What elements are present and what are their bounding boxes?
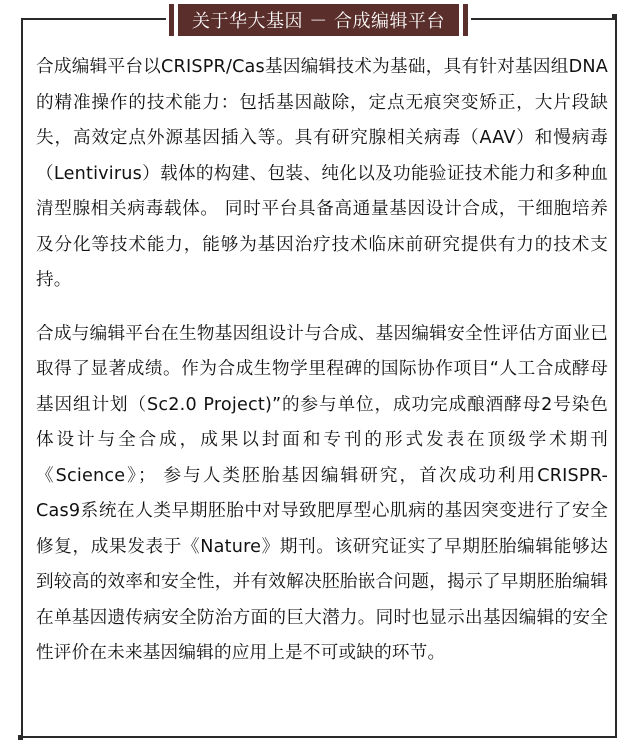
paragraph-platform-capabilities: 合成编辑平台以CRISPR/Cas基因编辑技术为基础，具有针对基因组DNA的精准操作的技术能力：包括基因敲除，定点无痕突变矫正，大片段缺失，高效定点外源基因插入等。具有研究腺相关病毒（AAV）和慢病毒（Lentivirus）载体的构建、包装、纯化以及功能验证技术能力和多种血清型腺相关病毒载体。 同时平台具备高通量基因设计合成，干细胞培养及分化等技术能力，能够为基因治疗技术临床前研究提供有力的技术支持。	[36, 57, 608, 290]
article-body	[36, 50, 608, 672]
title-banner	[166, 4, 471, 36]
frame-corner-mark-bottom-left	[18, 735, 23, 740]
page-title: 关于华大基因 － 合成编辑平台	[192, 11, 445, 32]
paragraph-achievements: 合成与编辑平台在生物基因组设计与合成、基因编辑安全性评估方面业已取得了显著成绩。作为合成生物学里程碑的国际协作项目“人工合成酵母基因组计划（Sc2.0 Project)”的参与单位，成功完成酿酒酵母2号染色体设计与全合成，成果以封面和专刊的形式发表在顶级学术期刊《Science》； 参与人类胚胎基因编辑研究，首次成功利用CRISPR-Cas9系统在人类早期胚胎中对导致肥厚型心肌病的基因突变进行了安全修复，成果发表于《Nature》期刊。该研究证实了早期胚胎编辑能够达到较高的效率和安全性，并有效解决胚胎嵌合问题，揭示了早期胚胎编辑在单基因遗传病安全防治方面的巨大潜力。同时也显示出基因编辑的安全性评价在未来基因编辑的应用上是不可或缺的环节。	[36, 323, 608, 663]
frame-corner-mark-top-right	[612, 14, 617, 19]
title-tab	[169, 4, 468, 36]
